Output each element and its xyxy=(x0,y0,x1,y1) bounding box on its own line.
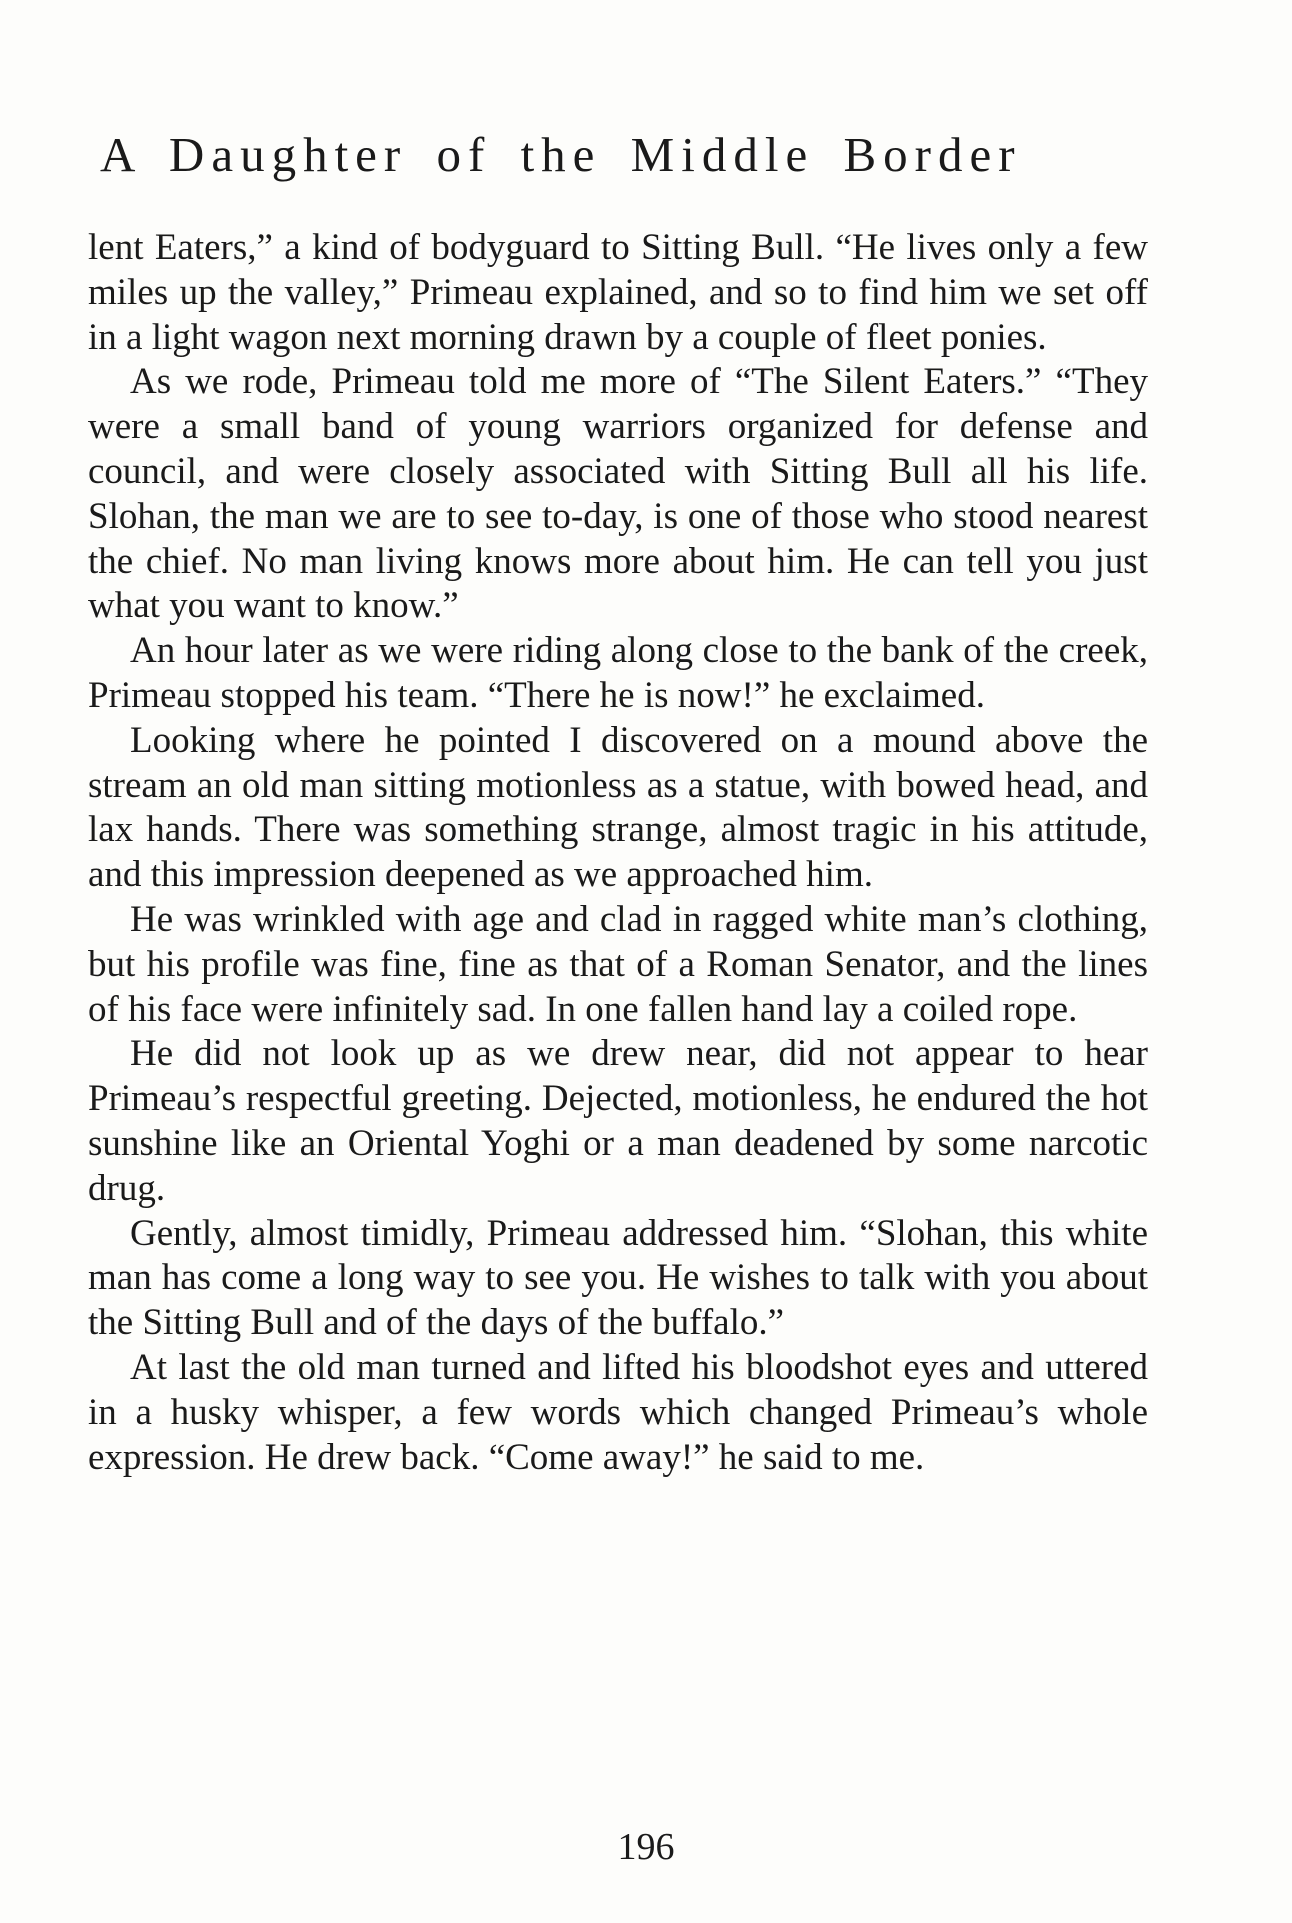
paragraph: He was wrinkled with age and clad in ragged white man’s clothing, but his profile was fine, fine as that of a Roman Senator, and the lines of his face were infinitely sad. In one fallen hand lay a coiled rope. xyxy=(88,898,1148,1030)
paragraph: At last the old man turned and lifted his bloodshot eyes and uttered in a husky whisper, a few words which changed Primeau’s whole expression. He drew back. “Come away!” he said to me. xyxy=(88,1346,1148,1478)
paragraph-continued: lent Eaters,” a kind of bodyguard to Sitting Bull. “He lives only a few miles up the valley,” Primeau explained, and so to find him we set off in a light wagon next morning drawn by a couple of fleet ponies. xyxy=(88,227,1148,358)
running-head: A Daughter of the Middle Border xyxy=(100,127,1022,182)
paragraph: As we rode, Primeau told me more of “The Silent Eaters.” “They were a small band of young warriors organized for defense and council, and were closely associated with Sitting Bull all his life. Slohan, the man we are to see to-day, is one of those who stood nearest the chief. No man living knows more about him. He can tell you just what you want to know.” xyxy=(88,361,1148,627)
paragraph: Looking where he pointed I discovered on a mound above the stream an old man sitting motionless as a statue, with bowed head, and lax hands. There was something strange, almost tragic in his attitude, and this impression deepened as we approached him. xyxy=(88,719,1148,896)
body-text xyxy=(88,226,1148,1480)
page-number: 196 xyxy=(617,1826,675,1868)
paragraph: He did not look up as we drew near, did not appear to hear Primeau’s respectful greeting. Dejected, motionless, he endured the hot sunshine like an Oriental Yoghi or a man deadened by some narcotic drug. xyxy=(88,1033,1148,1209)
paragraph: An hour later as we were riding along close to the bank of the creek, Primeau stopped his team. “There he is now!” he exclaimed. xyxy=(88,630,1148,716)
paragraph: Gently, almost timidly, Primeau addressed him. “Slohan, this white man has come a long way to see you. He wishes to talk with you about the Sitting Bull and of the days of the buffalo.” xyxy=(88,1212,1148,1344)
